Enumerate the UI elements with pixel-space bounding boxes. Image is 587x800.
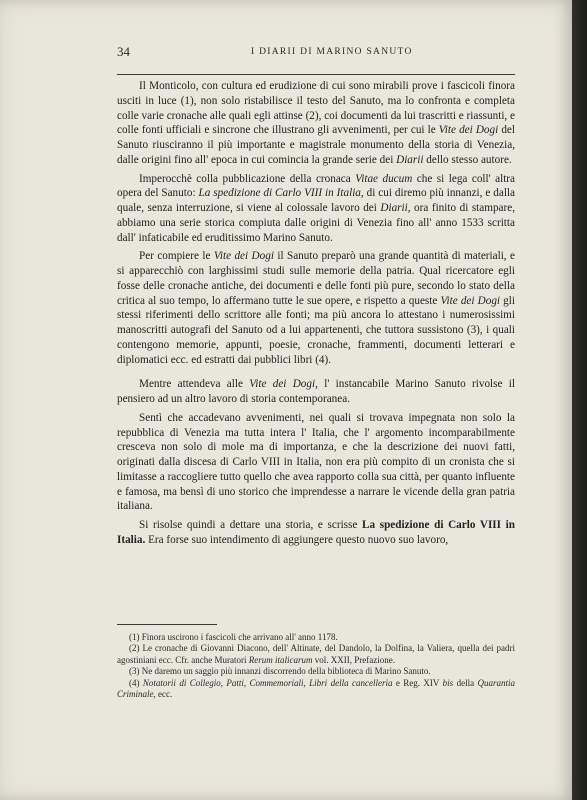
paragraph bbox=[117, 172, 515, 246]
page-number: 34 bbox=[117, 44, 130, 59]
italic-text: Vitae ducum bbox=[355, 172, 413, 185]
text-run: del Sanuto riusciranno il più importante e magistrale monumento della storia di Venezia, dalle origini fino all' epoca in cui comincia la grande serie dei bbox=[117, 124, 515, 166]
text-run: (3) Ne daremo un saggio più innanzi discorrendo della biblioteca di Marino Sanuto. bbox=[129, 666, 431, 677]
text-run: il Sanuto preparò una grande quantità di materiali, e si apparecchiò con larghissimi studi sulle memorie della patria. Qual ricercatore egli fosse delle cronache antiche, dei documenti e delle fonti più pure, secondo lo stato della critica al suo tempo, lo affermano tutte le sue opere, e rispetto a queste bbox=[117, 250, 515, 307]
running-head: I DIARII DI MARINO SANUTO bbox=[251, 47, 413, 57]
paragraph bbox=[117, 249, 515, 367]
italic-text: La spedizione di Carlo VIII in Italia bbox=[198, 187, 361, 200]
page-header bbox=[117, 44, 515, 64]
footnote bbox=[117, 666, 515, 677]
page-edge-shadow bbox=[572, 0, 587, 800]
text-run: Per compiere le bbox=[139, 250, 214, 263]
footnotes bbox=[117, 632, 515, 700]
body-text bbox=[117, 79, 515, 552]
text-run: (1) Finora uscirono i fascicoli che arrivano all' anno 1178. bbox=[129, 632, 338, 642]
text-run: della bbox=[453, 677, 478, 688]
text-run: , di cui diremo più innanzi, e dalla quale, senza interruzione, si viene al colossale lavoro dei bbox=[117, 187, 516, 214]
italic-text: Diarii bbox=[396, 153, 424, 166]
text-run: , l' instancabile Marino Sanuto rivolse il pensiero ad un altro lavoro di storia contemporanea. bbox=[117, 378, 515, 405]
footnote bbox=[117, 632, 515, 643]
text-run: , ora finito di stampare, abbiamo una serie storica compiuta dalle origini di Venezia fino all' anno 1533 scritta dall' infaticabile ed eruditissimo Marino Sanuto. bbox=[117, 202, 515, 244]
italic-text: bis bbox=[442, 677, 454, 688]
paragraph bbox=[117, 518, 515, 548]
footnote-rule bbox=[117, 624, 217, 625]
italic-text: Notatorii di Collegio, Patti, Commemoriali, Libri della cancelleria bbox=[142, 677, 393, 688]
text-run: Era forse suo intendimento di aggiungere questo nuovo suo lavoro, bbox=[145, 533, 449, 546]
text-run: (4) bbox=[129, 677, 143, 688]
italic-text: Quarantia Criminale bbox=[117, 677, 515, 700]
header-rule bbox=[117, 74, 515, 75]
text-run: Sentì che accadevano avvenimenti, nei quali si trovava impegnata non solo la repubblica di Venezia ma tutta intera l' Italia, che l' argomento incomparabilmente cresceva non solo di mole ma di importanza, e che la descrizione dei nuovi fatti, originati dalla discesa di Carlo VIII in Italia, non era più compito di un cronista che si limitasse a raccogliere tutto quello che avea rapporto colla sua città, per quanto influente e famosa, ma bensì di uno storico che imprendesse a narrare le vicende della gran patria italiana. bbox=[117, 411, 515, 513]
text-run: Mentre attendeva alle bbox=[139, 378, 250, 391]
italic-text: Vite dei Dogi bbox=[438, 124, 499, 137]
paragraph bbox=[117, 377, 515, 407]
text-run: vol. XXII, Prefazione. bbox=[312, 654, 395, 665]
paragraph bbox=[117, 79, 515, 168]
footnote bbox=[117, 643, 515, 666]
text-run: e Reg. XIV bbox=[392, 677, 443, 688]
text-run: (2) Le cronache di Giovanni Diacono, dell' Altinate, del Dandolo, la Dolfina, la Valiera, quella dei padri agostiniani ecc. Cfr. anche Muratori bbox=[117, 643, 515, 665]
text-run: Il Monticolo, con cultura ed erudizione di cui sono mirabili prove i fascicoli finora usciti in luce (1), non solo ristabilisce il testo del Sanuto, ma lo confronta e completa colle varie cronache alle quali egli attinse (2), coi documenti da lui trascritti e riassunti, e colle fonti ufficiali e sincrone che illustrano gli avvenimenti, per cui le bbox=[117, 80, 515, 137]
text-run: che si lega coll' altra opera del Sanuto: bbox=[117, 172, 515, 200]
bold-text: La spedizione di Carlo VIII in Italia. bbox=[117, 519, 516, 546]
text-run: Imperocchè colla pubblicazione della cronaca bbox=[139, 172, 356, 185]
italic-text: Rerum italicarum bbox=[248, 654, 313, 665]
text-run: , ecc. bbox=[153, 689, 173, 700]
text-run: gli stessi riferimenti dello scrittore alle fonti; ma più ancora lo attestano i numerosissimi manoscritti autografi del Sanuto od a lui appartenenti, che tuttora sussistono (3), i quali contengono memorie, appunti, poesie, cronache, frammenti, documenti letterari e diplomatici ecc. ed estratti dai pubblici libri (4). bbox=[117, 294, 515, 366]
italic-text: Diarii bbox=[380, 202, 408, 214]
paragraph bbox=[117, 411, 515, 514]
footnote bbox=[117, 678, 515, 701]
italic-text: Vite dei Dogi bbox=[213, 250, 274, 263]
text-run: Si risolse quindi a dettare una storia, e scrisse bbox=[139, 519, 363, 531]
text-run: dello stesso autore. bbox=[423, 153, 512, 166]
italic-text: Vite dei Dogi bbox=[440, 294, 501, 307]
italic-text: Vite dei Dogi bbox=[249, 378, 316, 391]
